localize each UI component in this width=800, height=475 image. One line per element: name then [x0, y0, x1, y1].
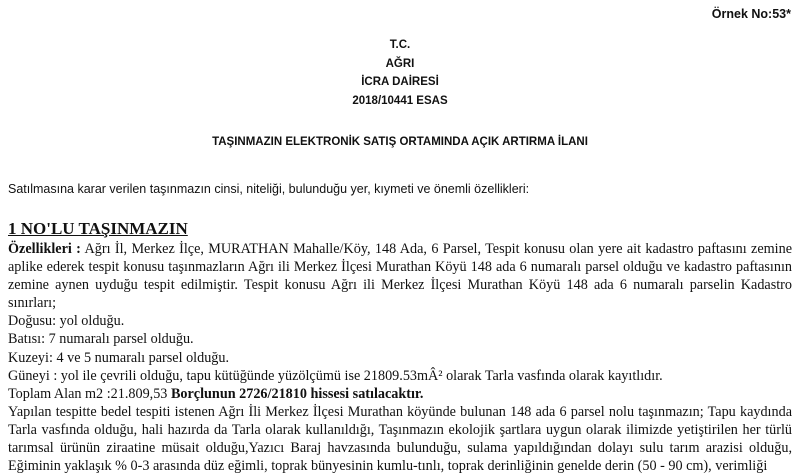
boundary-north: Kuzeyi: 4 ve 5 numaralı parsel olduğu. — [8, 349, 230, 366]
debtor-share: Borçlunun 2726/21810 hissesi satılacaktır. — [170, 385, 424, 402]
sample-number: Örnek No:53* — [711, 7, 791, 21]
header-case-number: 2018/10441 ESAS — [352, 94, 448, 107]
total-area-line — [8, 385, 792, 403]
header-country: T.C. — [389, 39, 411, 51]
boundary-south: Güneyi : yol ile çevrili olduğu, tapu kütüğünde yüzölçümü ise 21809.53mÂ² olarak Tarla vasfında olarak kayıtlıdır. — [8, 367, 663, 384]
intro-text: Satılmasına karar verilen taşınmazın cinsi, niteliği, bulunduğu yer, kıymeti ve önemli özellikleri: — [8, 182, 530, 196]
assessment-paragraph: Yapılan tespitte bedel tespiti istenen Ağrı İli Merkez İlçesi Murathan köyünde bulunan 148 ada 6 parsel nolu taşınmazın; Tapu kaydında Tarla vasfında olduğu, hali hazırda da Tarla olarak kullanıldığı, Taşınmazın ekolojik şartlara uygun olarak ilimizde yetiştirilen her türlü tarımsal ürünün ziraatine müsait olduğu,Yazıcı Baraj havzasında bulunduğu, sulama yapıldığından dolayı sulu tarım arazisi olduğu, Eğiminin yaklaşık % 0-3 arasında düz eğimli, toprak bünyesinin kumlu-tınlı, toprak derinliğinin genelde derin (50 - 90 cm), verimliği — [8, 403, 792, 475]
features-paragraph — [8, 240, 792, 312]
document-title: TAŞINMAZIN ELEKTRONİK SATIŞ ORTAMINDA AÇIK ARTIRMA İLANI — [212, 136, 588, 148]
section-body — [8, 240, 792, 475]
features-label: Özellikleri : — [8, 241, 81, 257]
boundary-west: Batısı: 7 numaralı parsel olduğu. — [8, 331, 194, 348]
document-header — [0, 36, 800, 110]
total-area: Toplam Alan m2 :21.809,53 — [8, 385, 171, 402]
header-office: İCRA DAİRESİ — [361, 76, 439, 88]
features-text: Ağrı İl, Merkez İlçe, MURATHAN Mahalle/Köy, 148 Ada, 6 Parsel, Tespit konusu olan yere ait kadastro paftasını zemine aplike ederek tespit konusu taşınmazların Ağrı ili Merkez İlçesi Murathan Köyü 148 ada 6 numaralı parsel olduğu ve kadastro paftasının zemine aynen uyduğu tespit edilmiştir. Tespit konusu Ağrı ili Merkez İlçesi Murathan Köyü 148 ada 6 numaralı parselin Kadastro sınırları; — [8, 241, 792, 312]
section-title: 1 NO'LU TAŞINMAZIN — [8, 219, 188, 238]
header-city: AĞRI — [385, 57, 415, 70]
boundary-east: Doğusu: yol olduğu. — [8, 313, 125, 330]
